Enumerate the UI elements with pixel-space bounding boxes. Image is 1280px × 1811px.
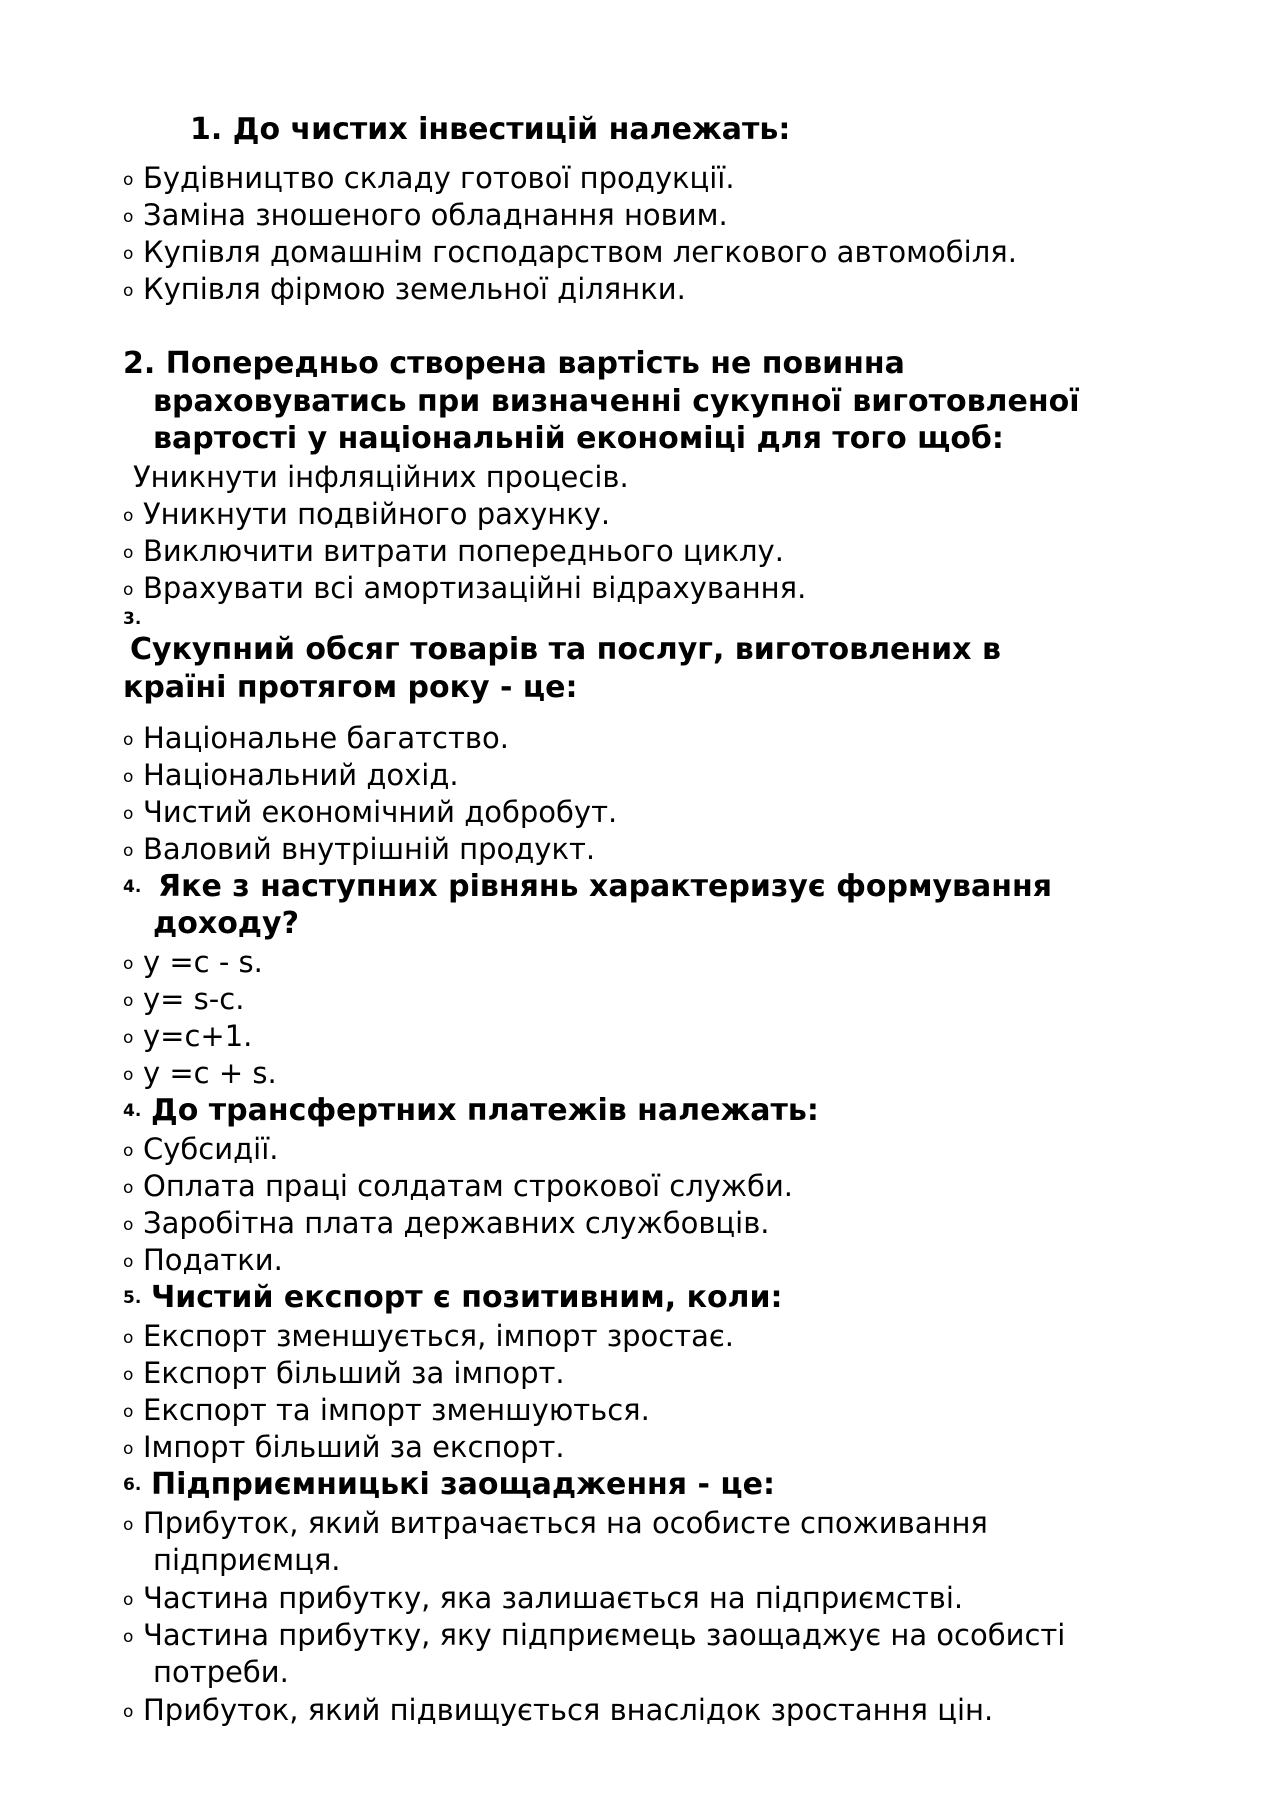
bullet-icon (123, 1507, 133, 1543)
bullet-icon (123, 722, 133, 758)
bullet-icon (123, 199, 133, 235)
question-6-option-1-line-2: підприємця. (153, 1543, 341, 1577)
question-6-option-3-line-2: потреби. (153, 1655, 289, 1689)
bullet-icon (123, 162, 133, 198)
bullet-icon (123, 1170, 133, 1206)
bullet-icon (123, 498, 133, 534)
bullet-icon (123, 796, 133, 832)
bullet-icon (123, 1207, 133, 1243)
bullet-icon (123, 1582, 133, 1618)
bullet-icon (123, 759, 133, 795)
question-3-option-1: Національне багатство. (143, 721, 509, 755)
bullet-icon (123, 946, 133, 982)
question-2-title-line-2: враховуватись при визначенні сукупної виготовленої (153, 384, 1080, 419)
bullet-icon (123, 273, 133, 309)
bullet-icon (123, 1619, 133, 1655)
bullet-icon (123, 1020, 133, 1056)
question-4-option-4: y =c + s. (143, 1056, 277, 1090)
question-1-title: 1. До чистих інвестицій належать: (190, 112, 791, 147)
question-2-option-2: Уникнути подвійного рахунку. (143, 497, 611, 531)
question-2-option-1: Уникнути інфляційних процесів. (133, 460, 629, 494)
question-5-number: 5. (123, 1288, 142, 1308)
question-4-option-1: y =c - s. (143, 945, 263, 979)
question-2-title-line-1: 2. Попередньо створена вартість не повинна (123, 346, 905, 381)
question-2-title-line-3: вартості у національній економіці для того щоб: (153, 421, 1004, 456)
bullet-icon (123, 236, 133, 272)
question-3-option-3: Чистий економічний добробут. (143, 795, 618, 829)
question-4b-option-4: Податки. (143, 1243, 283, 1277)
question-3-title-line-1: Сукупний обсяг товарів та послуг, виготовлених в (130, 632, 1001, 667)
question-5-option-3: Експорт та імпорт зменшуються. (143, 1393, 650, 1427)
bullet-icon (123, 1133, 133, 1169)
question-6-option-2: Частина прибутку, яка залишається на підприємстві. (143, 1581, 964, 1615)
question-4b-title: До трансфертних платежів належать: (151, 1093, 819, 1128)
bullet-icon (123, 1057, 133, 1093)
question-4b-option-2: Оплата праці солдатам строкової служби. (143, 1169, 794, 1203)
question-1-option-1: Будівництво складу готової продукції. (143, 161, 735, 195)
bullet-icon (123, 1357, 133, 1393)
question-3-option-2: Національний дохід. (143, 758, 459, 792)
bullet-icon (123, 983, 133, 1019)
bullet-icon (123, 1320, 133, 1356)
question-2-option-3: Виключити витрати попереднього циклу. (143, 534, 784, 568)
bullet-icon (123, 1244, 133, 1280)
question-6-number: 6. (123, 1475, 142, 1495)
question-5-option-1: Експорт зменшується, імпорт зростає. (143, 1319, 735, 1353)
bullet-icon (123, 1431, 133, 1467)
question-6-title: Підприємницькі заощадження - це: (151, 1467, 775, 1502)
question-3-option-4: Валовий внутрішній продукт. (143, 832, 596, 866)
bullet-icon (123, 1694, 133, 1730)
question-4-option-2: y= s-c. (143, 982, 245, 1016)
question-2-option-4: Врахувати всі амортизаційні відрахування. (143, 571, 807, 605)
question-3-title-line-2: країні протягом року - це: (123, 670, 578, 705)
bullet-icon (123, 1394, 133, 1430)
question-4-number: 4. (123, 877, 142, 897)
bullet-icon (123, 833, 133, 869)
question-4b-option-3: Заробітна плата державних службовців. (143, 1206, 770, 1240)
question-6-option-1-line-1: Прибуток, який витрачається на особисте споживання (143, 1506, 988, 1540)
question-3-number: 3. (123, 609, 142, 629)
question-4-title-line-2: доходу? (153, 906, 299, 941)
question-1-option-2: Заміна зношеного обладнання новим. (143, 198, 728, 232)
question-1-option-3: Купівля домашнім господарством легкового автомобіля. (143, 235, 1017, 269)
question-4b-number: 4. (123, 1101, 142, 1121)
question-6-option-4: Прибуток, який підвищується внаслідок зростання цін. (143, 1693, 994, 1727)
question-4-title-line-1: Яке з наступних рівнянь характеризує формування (158, 869, 1052, 904)
question-4-option-3: y=c+1. (143, 1019, 253, 1053)
bullet-icon (123, 535, 133, 571)
question-5-title: Чистий експорт є позитивним, коли: (151, 1280, 783, 1315)
question-5-option-4: Імпорт більший за експорт. (143, 1430, 565, 1464)
question-1-option-4: Купівля фірмою земельної ділянки. (143, 272, 686, 306)
question-6-option-3-line-1: Частина прибутку, яку підприємець заощаджує на особисті (143, 1618, 1066, 1652)
question-5-option-2: Експорт більший за імпорт. (143, 1356, 565, 1390)
question-4b-option-1: Субсидії. (143, 1132, 279, 1166)
